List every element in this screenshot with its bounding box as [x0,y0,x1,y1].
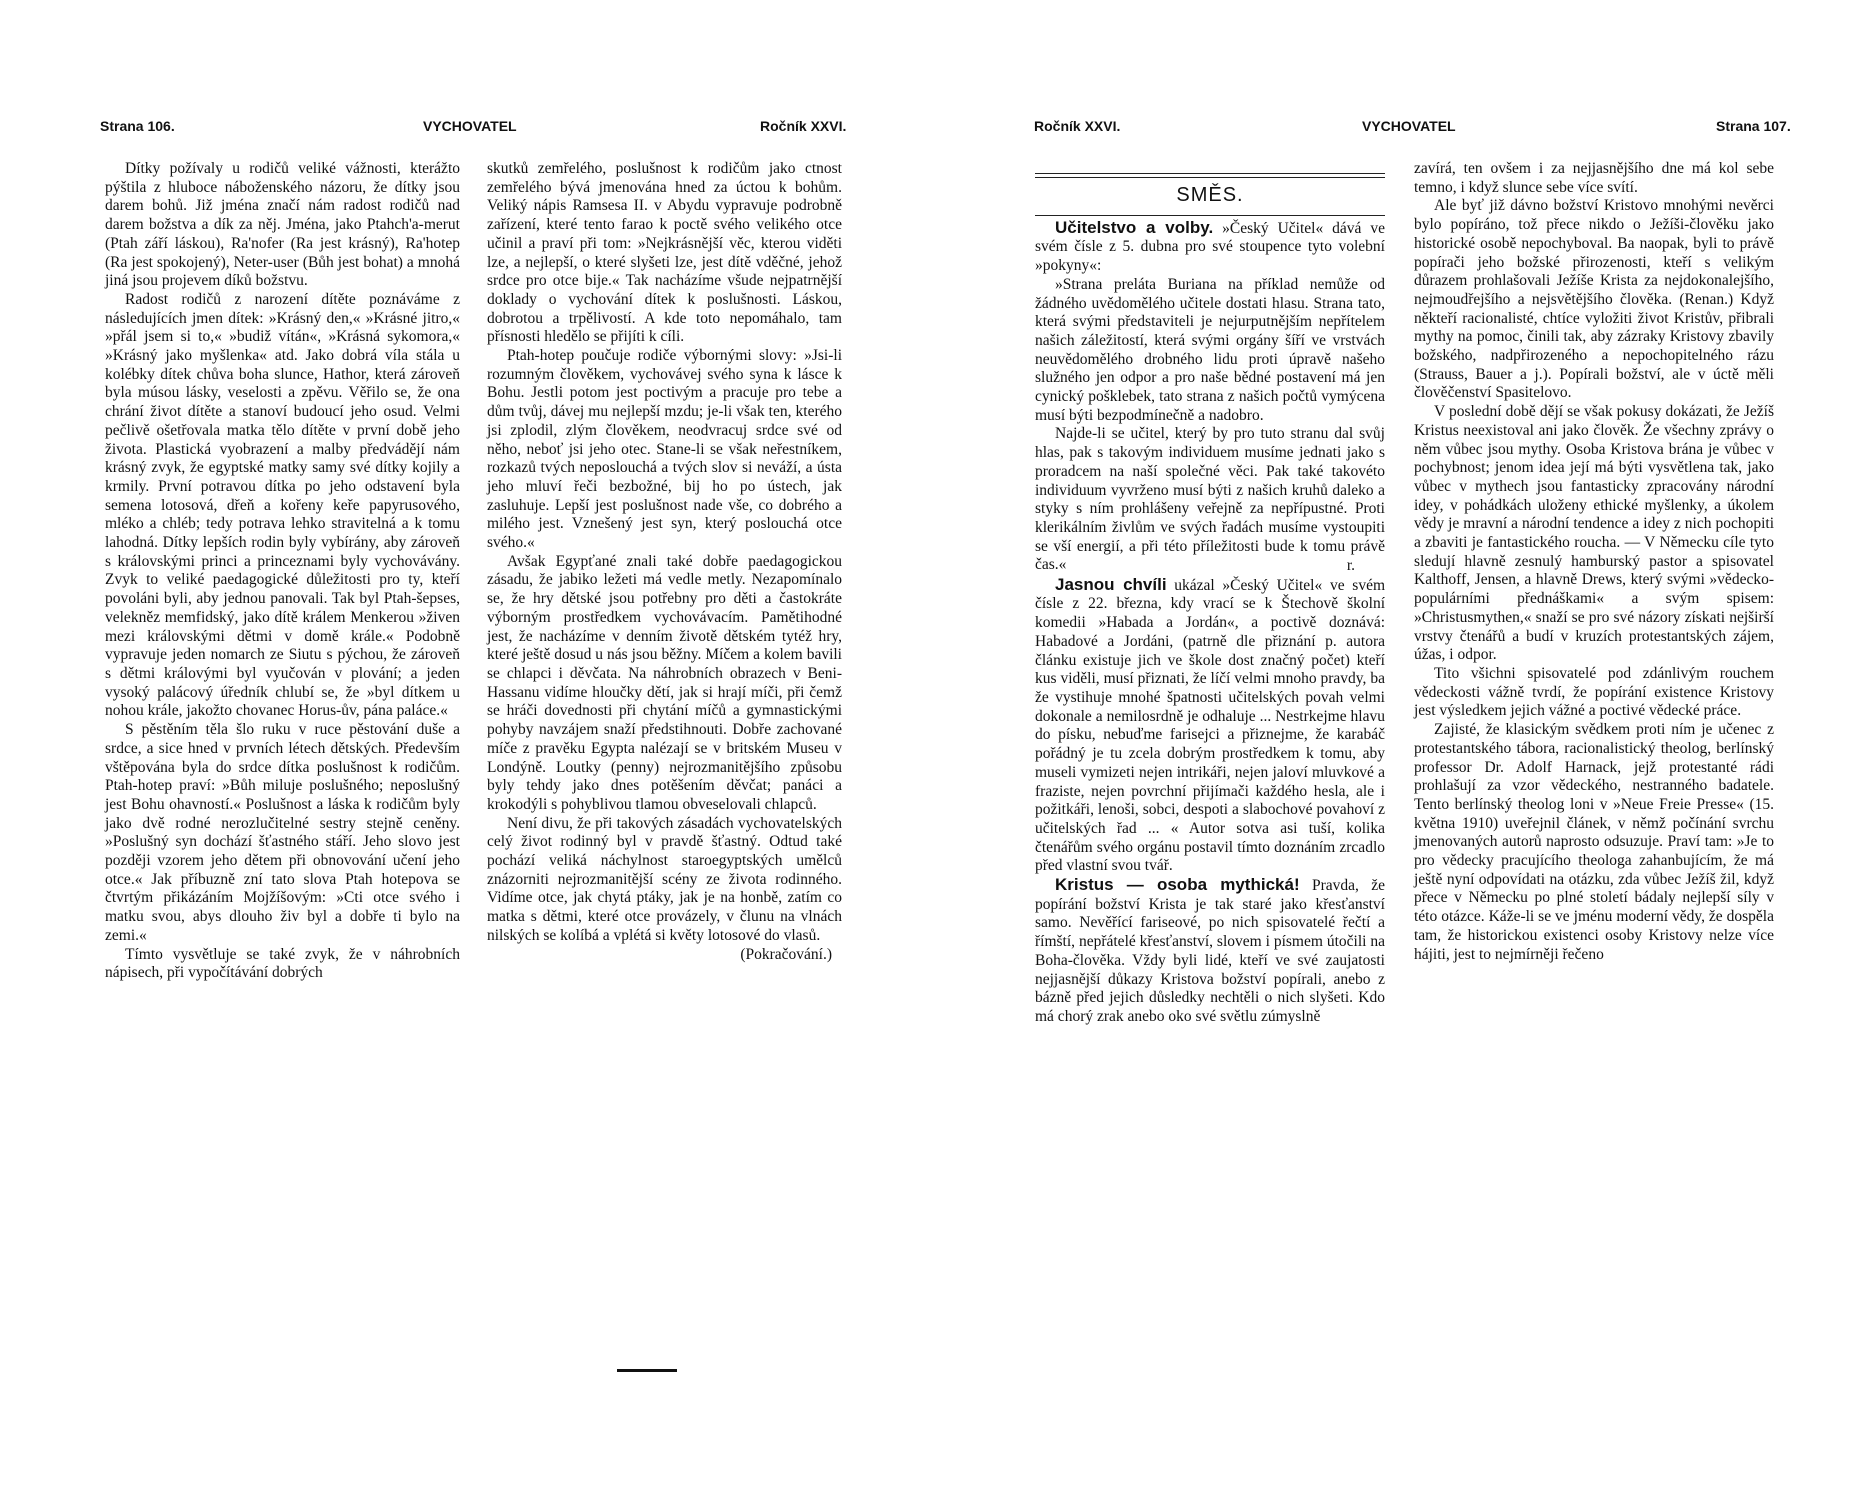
news-text: ukázal »Český Učitel« ve svém čísle z 22. března, kdy vrací se k Štechově školní komedii »Habada a Jordán«, a poctivě doznává: Habadové a Jordáni, (patrně dle přiznání p. autora článku existuje jich ve škole dost značný počet) kteří kus viděli, musí přiznati, že líčí velmi mnoho pravdy, ba že vystihuje mnohé špatnosti učitelských povah velmi dokonale a nemilosrdně je odhaluje ... Nestrkejme hlavu do písku, nebuďme farisejci a přiznejme, že karabáč pořádný je tu zcela dobrým prostředkem k tomu, aby museli vymizeti nejen intrikáři, nejen jaloví mluvkové a fraziste, nejen povrchní přijímači každého hesla, ale i požitkáři, lenoši, sobci, despoti a slabochové povahoví z učitelských řad ... « Autor sotva asi tuší, kolika čtenářům svého orgánu postavil tímto doznáním zrcadlo před vlastní svou tvář. [1035,576,1386,875]
author-signature: r. [1346,557,1355,575]
paragraph: Radost rodičů z narození dítěte poznáváme z následujících jmen dítek: »Krásný den,« »Krásné jitro,« »přál jsem si to,« »budiž vítán«, »Krásná sykomora,« »Krásný jako myšlenka« atd. Jako dobrá víla stála u kolébky dítek chůva boha slunce, Hathor, která zároveň byla músou lásky, veselosti a zpěvu. Věřilo se, že ona chrání život dítěte a stanoví budoucí jeho osud. Velmi pečlivě ošetřovala matka tělo dítěte v první době jeho života. Plastická vyobrazení a malby předvádějí nám krásný zvyk, že egyptské matky samy své dítky kojily a krmily. První potravou dítka po jeho odstavení byla semena lotosová, dřeň a kořeny keře papyrusového, mléko a chléb; tedy potrava lehko stravitelná a k tomu lahodná. Dítky lepších rodin byly vybírány, aby zároveň s královskými princi a princeznami byly vychovávány. Zvyk to veliké paedagogické důležitosti pro ty, kteří povoláni byli, aby jednou panovali. Tak byl Ptah-šepses, velekněz memfidský, jako dítě králem Menkerou »živen mezi královskými dětmi v domě krále.« Podobně vypravuje jeden nomarch ze Siutu s pýchou, že zároveň s dětmi královými byl vyučován v plování; a jeden vysoký palácový úředník chlubí se, že »byl dítkem u nohou krále, jakožto chovanec Horus-ův, pána paláce.« [105,290,460,720]
left-column-2 [487,160,842,964]
news-item [1035,219,1385,276]
news-item [1035,276,1385,426]
news-item [1035,576,1385,876]
page-number-left: Strana 106. [100,118,175,134]
paragraph: Dítky požívaly u rodičů veliké vážnosti, kterážto pýštila z hluboce náboženského názoru, že dítky jsou darem bohů. Již jména značí nám radost rodičů nad darem božstva a dík za něj. Jména, jako Ptahch'a-merut (Ptah září láskou), Ra'nofer (Ra jest krásný), Ra'hotep (Ra jest spokojený), Neter-user (Bůh jest bohat) a mnohá jiná jsou projevem díků božstvu. [105,160,460,290]
news-item [1035,425,1385,575]
paragraph: Zajisté, že klasickým svědkem proti ním je učenec z protestantského tábora, racionalistický theolog, berlínský professor Dr. Adolf Harnack, jejž protestanté rádi prohlašují za vzor vědeckého, nestranného badatele. Tento berlínský theolog loni v »Neue Freie Presse« (15. května 1910) uveřejnil článek, v němž počínání svrchu jmenovaných autorů naprosto odsuzuje. Praví tam: »Je to pro vědecky pracujícího theologa zahanbujícím, že má ještě nyní odpovídati na otázku, zda vůbec Ježíš žil, když přece v Německu po plné století bádaly nejlepší síly v této otázce. Káže-li se ve jménu moderní vědy, že dospěla tam, že historickou existenci osoby Kristovy nelze více hájiti, jest to nejmírněji řečeno [1414,721,1774,963]
paragraph: zavírá, ten ovšem i za nejjasnějšího dne má kol sebe temno, i když slunce sebe více svítí. [1414,160,1774,196]
paragraph: skutků zemřelého, poslušnost k rodičům jako ctnost zemřelého bývá jmenována hned za úctou k bohům. Veliký nápis Ramsesa II. v Abydu vypravuje podrobně zařízení, které tento farao k poctě svého velikého otce učinil a praví při tom: »Nejkrásnější věc, kterou viděti lze, a nejlepší, o které slyšeti lze, jest dítě vděčné, jehož srdce pro otce bije.« Tak nacházíme všude nejpatrnější doklady o vychování dítek k poslušnosti. Láskou, dobrotou a trpělivostí. A kde toto nepomáhalo, tam přísnosti hledělo se přijíti k cíli. [487,160,842,346]
right-page [934,0,1868,1500]
continued-note: (Pokračování.) [740,945,832,963]
news-text: Najde-li se učitel, který by pro tuto stranu dal svůj hlas, pak s takovým individuem musíme jednati jako s proradcem na naší společné věci. Pak také takovéto individuum vyvrženo musí býti z našich kruhů daleko a styky s ním prohlášeny veřejně za nepřípustné. Proti klerikálním živlům ve svých řadách musíme vystoupiti se vší energií, a při této příležitosti bude k tomu právě čas.« [1035,425,1385,574]
news-text: »Český Učitel« dává ve svém čísle z 5. dubna pro své stoupence tyto volební »pokyny«: [1035,219,1385,275]
paragraph: Ale byť již dávno božství Kristovo mnohými nevěrci bylo popíráno, tož přece nikdo o Ježíši-člověku jako historické osobě nepochyboval. Ba naopak, byli to právě popírači jeho božské přirozenosti, kteří s velikým důrazem prohlašovali Ježíše Krista za nejdokonalejšího, nejmoudřejšího a nejsvětějšího člověka. (Renan.) Když někteří racionalisté, chtíce vyložiti život Kristův, přibrali mythy na pomoc, činili tak, aby zázraky Kristovy zbavily božského, nadpřirozeného a nepochopitelného rázu (Strauss, Bauer a j.). Popírali božství, ale v úctě měli člověčenství Spasitelovo. [1414,197,1774,402]
news-text: Pravda, že popírání božství Krista je tak staré jako křesťanství samo. Nevěřící fariseové, po nich spisovatelé řečtí a římští, nepřátelé křesťanství, slovem i písmem útočili na Boha-člověka. Vždy byli lidé, kteří ve své zaujatosti nejjasnější důkazy Kristova božství popírali, anebo z bázně před jejich důsledky nechtěli o nich slyšeti. Kdo má chorý zrak anebo oko své světlu zúmyslně [1035,877,1385,1025]
right-column-1 [1035,170,1385,1027]
news-heading: Jasnou chvíli [1055,574,1167,594]
paragraph: V poslední době dějí se však pokusy dokázati, že Ježíš Kristus neexistoval ani jako člověk. Že všechny zprávy o něm vůbec jsou mythy. Osoba Kristova brána je vůbec v pochybnost; jenom idea její má býti vysvětlena tak, jako vůbec v mythech jsou fantasticky zpracovány národní idey, v pohádkách uloženy ethické myšlenky, a úkolem vědy je mravní a národní tendence a idey z nich pochopiti a zbaviti je fantastického roucha. — V Německu cíle tyto sledují hlavně zesnulý hamburský pastor a spisovatel Kalthoff, Jensen, a hlavně Drews, který svými »vědecko-populárními přednáškami« a svým spisem: »Christusmythen,« snaží se pro své názory získati nejširší vrstvy čtenářů a budí v kruzích protestantských zájem, úžas, i odpor. [1414,403,1774,664]
double-rule-bottom [1035,177,1385,178]
volume-label-left: Ročník XXVI. [760,118,847,134]
paragraph: Tito všichni spisovatelé pod zdánlivým rouchem vědeckosti vážně tvrdí, že popírání existence Kristovy jest výsledkem jejich vážné a poctivé vědecké práce. [1414,664,1774,720]
paragraph: Není divu, že při takových zásadách vychovatelských celý život rodinný byl v pravdě šťastný. Odtud také pochází veliká náchylnost staroegyptských umělců znázorniti nejrozmanitější scény ze života rodinného. Vidíme otce, jak chytá ptáky, jak je na honbě, zatím co matka s dětmi, které otce provázely, v člunu na vlnách nilských se kolíbá a vplétá si květy lotosové do vlasů. [487,814,842,944]
paragraph: Avšak Egypťané znali také dobře paedagogickou zásadu, že jabiko ležeti má vedle metly. Nezapomínalo se, že hry dětské jsou potřebny pro děti a častokráte výborným prostředkem vychovávacím. Pamětihodné jest, že nacházíme v denním životě dětském tytéž hry, které ještě dosud u nás jsou běžny. Míčem a kolem bavili se chlapci i děvčata. Na náhrobních obrazech v Beni-Hassanu vidíme hloučky dětí, jak si hrají míči, při čemž se hráči dovednosti při chytání míčů a gymnastickými pohyby navzájem snaží předstihnouti. Dobře zachované míče z pravěku Egypta nalézají se v britském Museu v Londýně. Loutky (penny) nejrozmanitějšího způsobu byly tehdy jako dnes potěšením děvčat; panáci a krokodýli s pohyblivou tlamou obveselovali chlapců. [487,552,842,813]
left-page-header [0,118,934,142]
journal-title-left: VYCHOVATEL [423,118,517,134]
news-item [1035,876,1385,1027]
left-column-1 [105,160,460,983]
page-number-right: Strana 107. [1716,118,1791,134]
right-column-2 [1414,160,1774,964]
paragraph: S pěstěním těla šlo ruku v ruce pěstování duše a srdce, a sice hned v prvních létech dětských. Především vštěpována byla do srdce dítka poslušnost k rodičům. Ptah-hotep praví: »Bůh miluje poslušného; neposlušný jest Bohu ohavností.« Poslušnost a láska k rodičům byly jako dvě rodné nerozlučitelné sestry stejně ceněny. »Poslušný syn dochází šťastného stáří. Jeho slovo jest později vzorem jeho dětem při obnovování učení jeho otce.« Jak příbuzně zní tato slova Ptah hotepova se čtvrtým přikázáním Mojžíšovým: »Cti otce svého i matku svou, abys dlouho živ byl a dobře ti bylo na zemi.« [105,721,460,944]
paragraph: Tímto vysvětluje se také zvyk, že v náhrobních nápisech, při vypočítávání dobrých [105,945,460,982]
paragraph: Ptah-hotep poučuje rodiče výbornými slovy: »Jsi-li rozumným člověkem, vychovávej svého syna k lásce k Bohu. Jestli potom jest poctivým a pracuje pro tebe a dům tvůj, dávej mu nejlepší mzdu; je-li však ten, kterého jsi zplodil, zlým člověkem, neodvracuj srdce své od něho, neboť jsi jeho otec. Stane-li se však neřestníkem, rozkazů tvých neposlouchá a tvých slov si neváží, a ústa jeho mluví řeči bezbožné, bij ho po ústech, jak zasluhuje. Lepší jest poslušnost nade vše, co dobrého a milého jest. Vznešený jest syn, který poslouchá otce svého.« [487,347,842,552]
right-page-header [934,118,1868,142]
end-divider [617,1369,677,1372]
section-title: SMĚS. [1176,184,1244,206]
news-heading: Učitelstvo a volby. [1055,217,1214,237]
journal-title-right: VYCHOVATEL [1362,118,1456,134]
double-rule-top [1035,173,1385,174]
news-heading: Kristus — osoba mythická! [1055,875,1300,895]
news-text: »Strana preláta Buriana na příklad nemůže od žádného uvědomělého učitele dostati hlasu. Strana tato, která svými představiteli je nejurputnějším nepřítelem našich záležitostí, která svými orgány šíří ve vrstvách neuvědomělého drobného lidu proti úpravě našeho služného jen odpor a pro naše bědné postavení má jen cynický pošklebek, tato strana z našich počtů vymýcena musí býti bezpodmínečně a nadobro. [1035,275,1385,424]
volume-label-right: Ročník XXVI. [1034,118,1121,134]
title-rule [1035,215,1385,216]
